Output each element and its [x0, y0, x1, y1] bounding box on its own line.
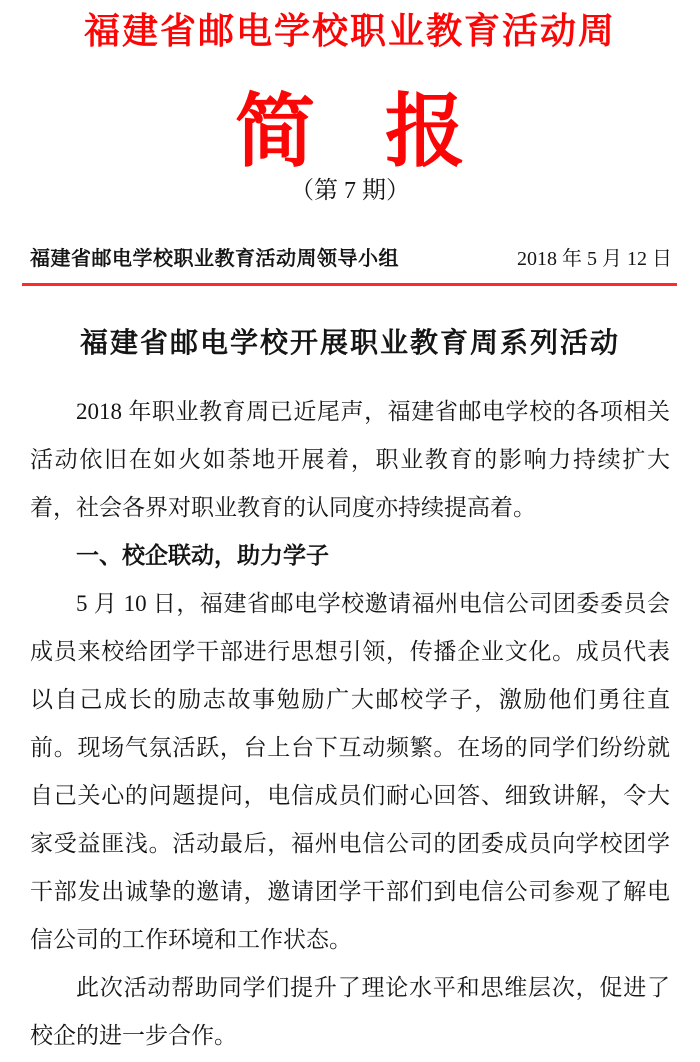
article-title: 福建省邮电学校开展职业教育周系列活动 — [79, 327, 620, 358]
article-body — [30, 388, 670, 1060]
red-divider-rule — [22, 283, 677, 286]
bulletin-title — [0, 87, 700, 176]
paragraph-intro: 2018 年职业教育周已近尾声，福建省邮电学校的各项相关活动依旧在如火如荼地开展着，职业教育的影响力持续扩大着，社会各界对职业教育的认同度亦持续提高着。 — [30, 399, 670, 520]
article — [0, 324, 700, 1060]
paragraph-activity: 5 月 10 日，福建省邮电学校邀请福州电信公司团委委员会成员来校给团学干部进行思想引领，传播企业文化。成员代表以自己成长的励志故事勉励广大邮校学子，激励他们勇往直前。现场气氛活跃，台上台下互动频繁。在场的同学们纷纷就自己关心的问题提问，电信成员们耐心回答、细致讲解，令大家受益匪浅。活动最后，福州电信公司的团委成员向学校团学干部发出诚挚的邀请，邀请团学干部们到电信公司参观了解电信公司的工作环境和工作状态。 — [30, 591, 670, 952]
bulletin-title-char-jian: 简 — [235, 87, 315, 176]
masthead-org-title: 福建省邮电学校职业教育活动周 — [83, 11, 616, 51]
issuer-row — [0, 242, 700, 271]
section-heading-1: 一、校企联动，助力学子 — [76, 543, 329, 568]
paragraph-conclusion: 此次活动帮助同学们提升了理论水平和思维层次，促进了校企的进一步合作。 — [30, 975, 670, 1048]
issuer-name: 福建省邮电学校职业教育活动周领导小组 — [30, 248, 399, 270]
issue-date: 2018 年 5 月 12 日 — [517, 248, 672, 270]
bulletin-title-char-bao: 报 — [385, 87, 465, 176]
issue-number: （第 7 期） — [290, 178, 410, 204]
